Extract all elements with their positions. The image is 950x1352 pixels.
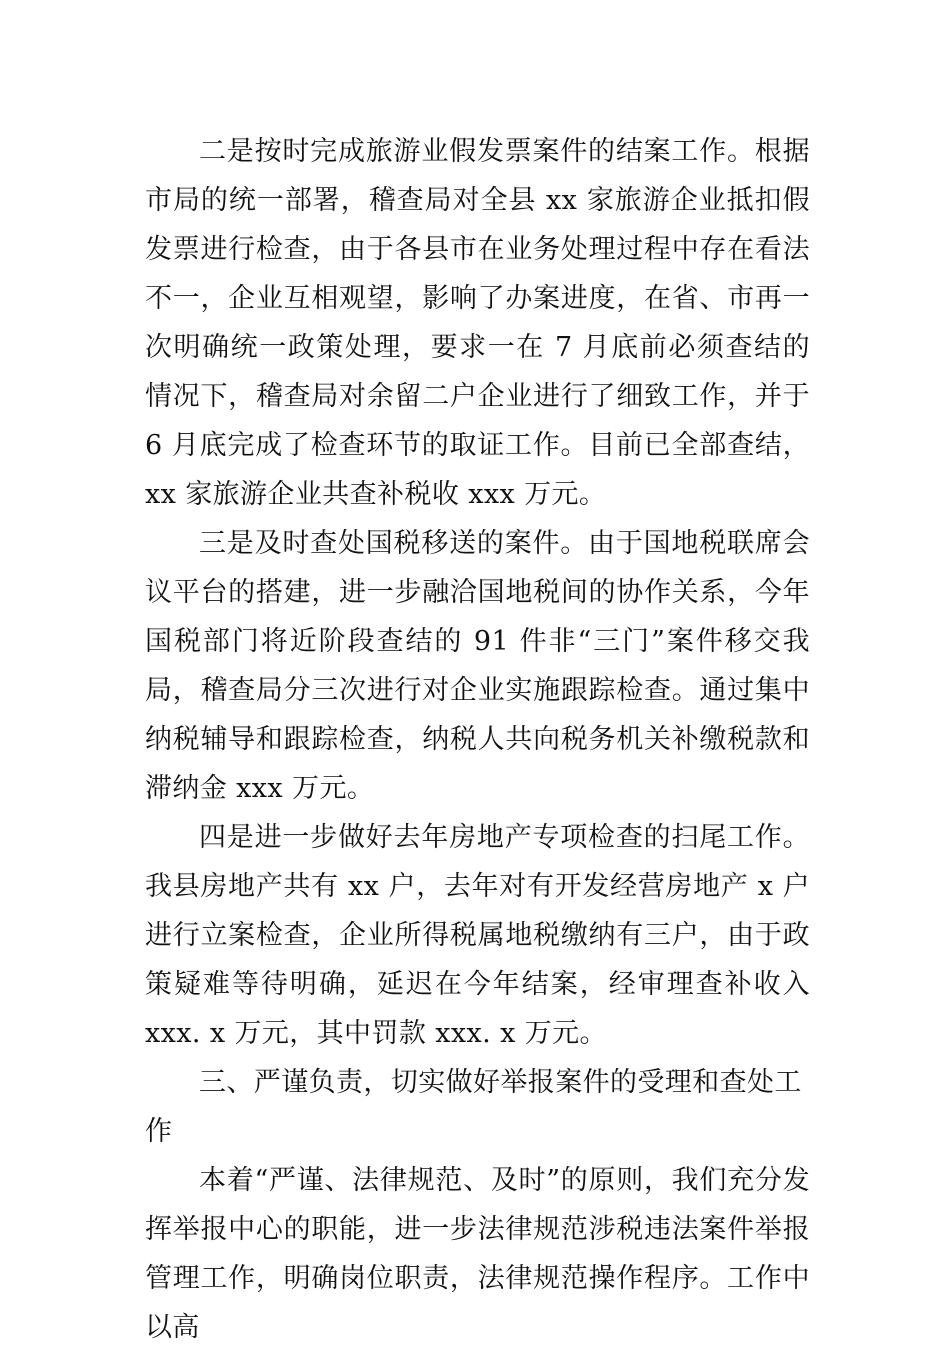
document-body <box>145 127 810 1352</box>
paragraph-real-estate-inspection: 四是进一步做好去年房地产专项检查的扫尾工作。我县房地产共有 xx 户，去年对有开发经营房地产 x 户进行立案检查，企业所得税属地税缴纳有三户，由于政策疑难等待明确，延迟在今年结案，经审理查补收入 xxx. x 万元，其中罚款 xxx. x 万元。 <box>145 822 810 1049</box>
paragraph-national-tax-transfer: 三是及时查处国税移送的案件。由于国地税联席会议平台的搭建，进一步融洽国地税间的协作关系，今年国税部门将近阶段查结的 91 件非“三门”案件移交我局，稽查局分三次进行对企业实施跟踪检查。通过集中纳税辅导和跟踪检查，纳税人共向税务机关补缴税款和滞纳金 xxx 万元。 <box>145 528 810 804</box>
paragraph-tourism-invoices: 二是按时完成旅游业假发票案件的结案工作。根据市局的统一部署，稽查局对全县 xx 家旅游企业抵扣假发票进行检查，由于各县市在业务处理过程中存在看法不一，企业互相观望，影响了办案进度，在省、市再一次明确统一政策处理，要求一在 7 月底前必须查结的情况下，稽查局对余留二户企业进行了细致工作，并于 6 月底完成了检查环节的取证工作。目前已全部查结，xx 家旅游企业共查补税收 xxx 万元。 <box>145 136 810 510</box>
paragraph-report-center: 本着“严谨、法律规范、及时”的原则，我们充分发挥举报中心的职能，进一步法律规范涉税违法案件举报管理工作，明确岗位职责，法律规范操作程序。工作中以高 <box>145 1165 810 1343</box>
section-heading: 三、严谨负责，切实做好举报案件的受理和查处工作 <box>145 1067 802 1147</box>
